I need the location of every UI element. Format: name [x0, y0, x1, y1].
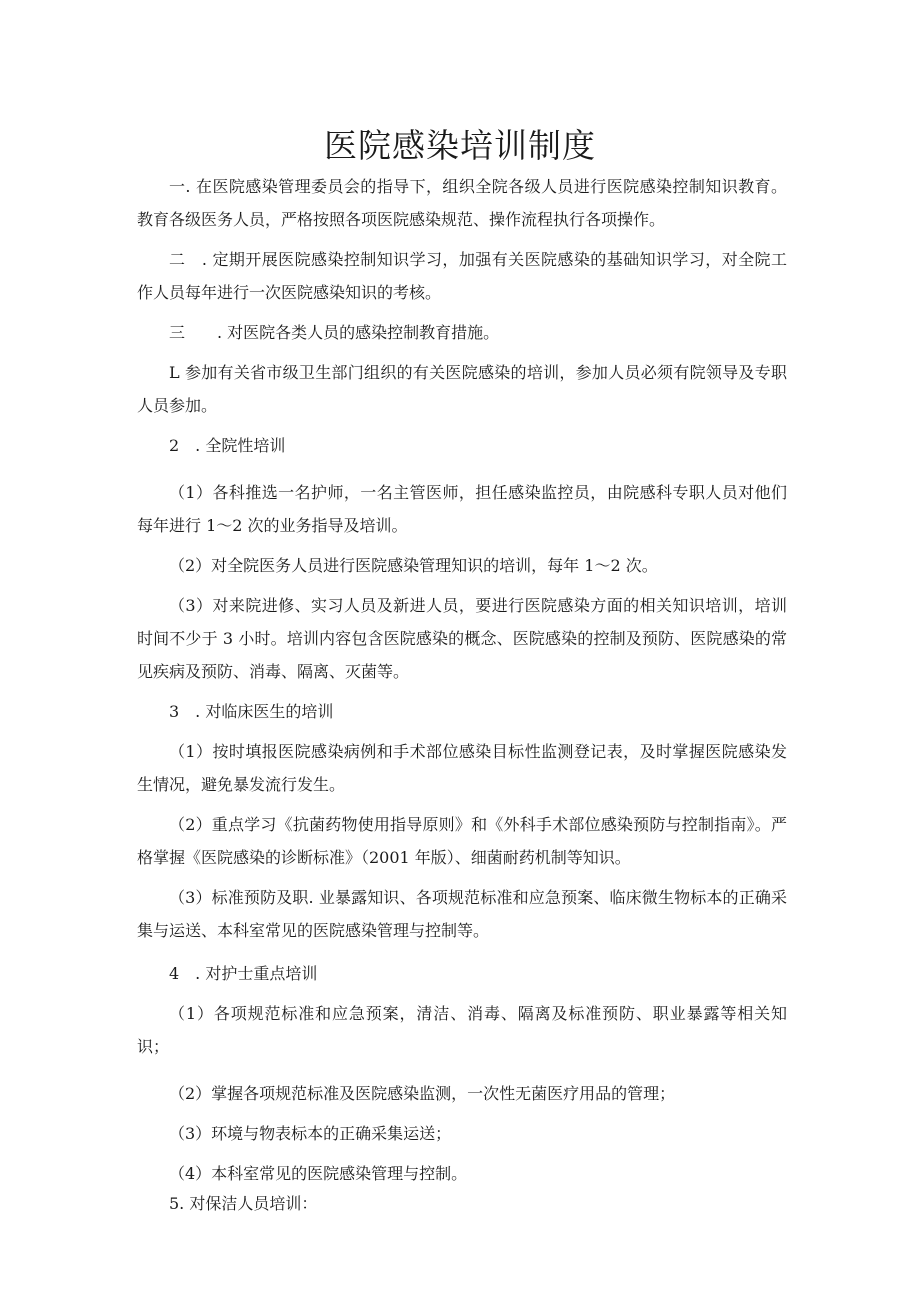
paragraph-item-2-1: （1）各科推选一名护师，一名主管医师，担任感染监控员，由院感科专职人员对他们每年进行 1～2 次的业务指导及培训。	[137, 483, 787, 535]
paragraph-item-4-3: （3）环境与物表标本的正确采集运送；	[169, 1124, 452, 1143]
paragraph-item-3-heading: 3 . 对临床医生的培训	[169, 702, 334, 721]
paragraph-item-2-3: （3）对来院进修、实习人员及新进人员，要进行医院感染方面的相关知识培训，培训时间不少于 3 小时。培训内容包含医院感染的概念、医院感染的控制及预防、医院感染的常见疾病及预防、消毒、隔离、灭菌等。	[137, 596, 787, 681]
paragraph-section-2: 二 . 定期开展医院感染控制知识学习，加强有关医院感染的基础知识学习，对全院工作人员每年进行一次医院感染知识的考核。	[137, 250, 787, 302]
paragraph-item-2-2: （2）对全院医务人员进行医院感染管理知识的培训，每年 1～2 次。	[169, 556, 658, 575]
paragraph-item-5-heading: 5. 对保洁人员培训：	[169, 1194, 318, 1213]
paragraph-item-4-4: （4）本科室常见的医院感染管理与控制。	[169, 1164, 468, 1183]
paragraph-item-3-2: （2）重点学习《抗菌药物使用指导原则》和《外科手术部位感染预防与控制指南》。严格掌握《医院感染的诊断标准》（2001 年版）、细菌耐药机制等知识。	[137, 815, 787, 867]
paragraph-item-4-1: （1）各项规范标准和应急预案，清洁、消毒、隔离及标准预防、职业暴露等相关知识；	[137, 1004, 787, 1056]
paragraph-item-3-3: （3）标准预防及职. 业暴露知识、各项规范标准和应急预案、临床微生物标本的正确采集与运送、本科室常见的医院感染管理与控制等。	[137, 888, 787, 940]
document-title: 医院感染培训制度	[324, 126, 596, 165]
document-body	[137, 170, 787, 1220]
paragraph-section-1: 一. 在医院感染管理委员会的指导下，组织全院各级人员进行医院感染控制知识教育。教育各级医务人员，严格按照各项医院感染规范、操作流程执行各项操作。	[137, 177, 787, 229]
paragraph-item-2-heading: 2 . 全院性培训	[169, 436, 286, 455]
paragraph-item-3-1: （1）按时填报医院感染病例和手术部位感染目标性监测登记表，及时掌握医院感染发生情况，避免暴发流行发生。	[137, 742, 787, 794]
paragraph-section-3: 三 . 对医院各类人员的感染控制教育措施。	[169, 323, 500, 342]
paragraph-item-4-heading: 4 . 对护士重点培训	[169, 964, 318, 983]
paragraph-item-4-2: （2）掌握各项规范标准及医院感染监测，一次性无菌医疗用品的管理；	[169, 1084, 676, 1103]
paragraph-item-1: L 参加有关省市级卫生部门组织的有关医院感染的培训，参加人员必须有院领导及专职人员参加。	[137, 363, 787, 415]
